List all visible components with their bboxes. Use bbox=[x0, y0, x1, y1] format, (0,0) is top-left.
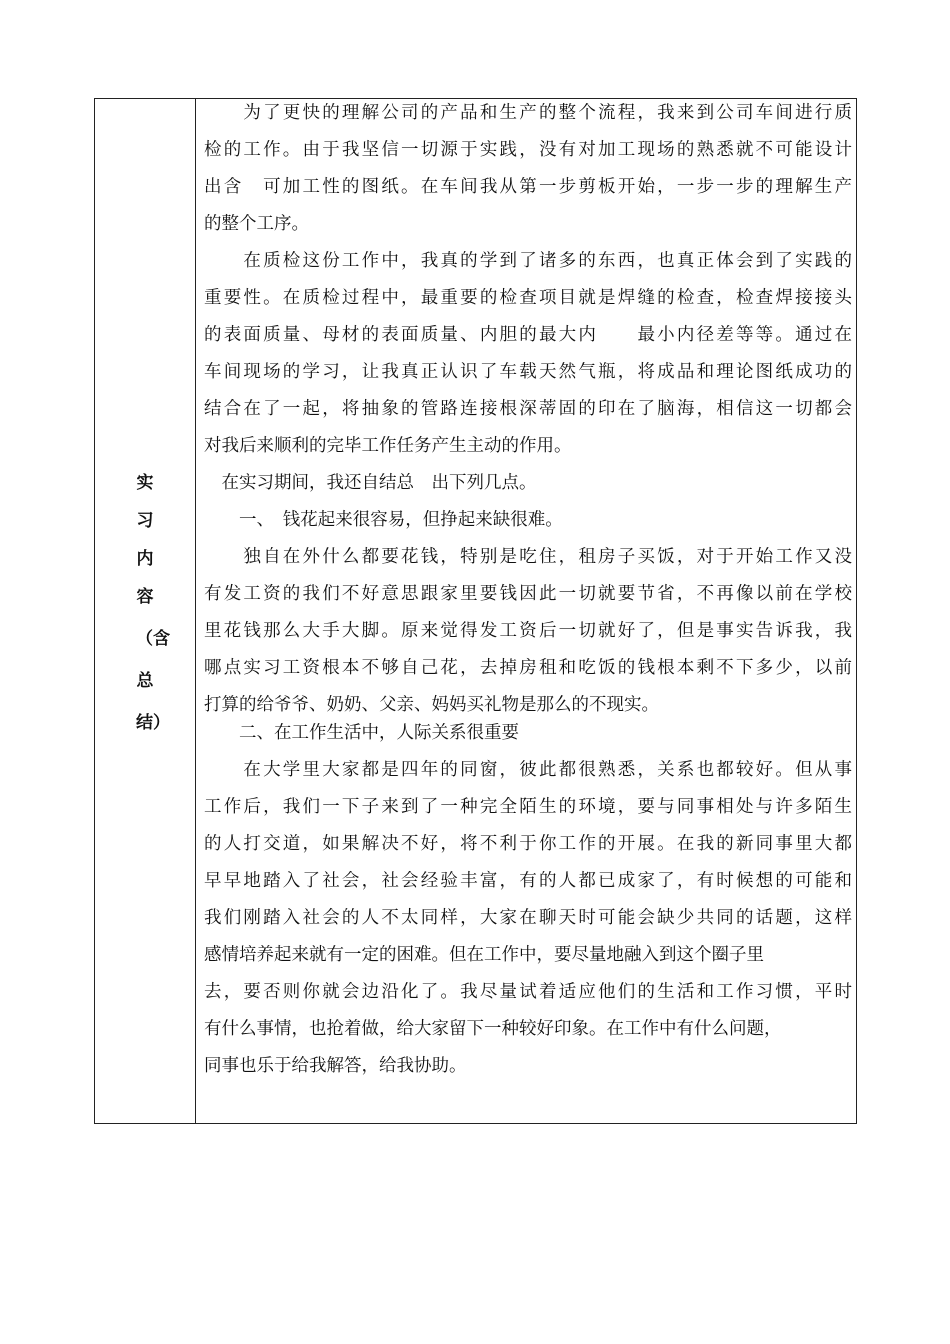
content-line: 有什么事情，也抢着做，给大家留下一种较好印象。在工作中有什么问题， bbox=[204, 1019, 782, 1039]
content-line: 哪点实习工资根本不够自己花，去掉房租和吃饭的钱根本剩不下多少，以前 bbox=[204, 658, 852, 678]
section-label-cell bbox=[95, 99, 195, 1123]
content-line: 打算的给爷爷、奶奶、父亲、妈妈买礼物是那么的不现实。 bbox=[204, 695, 659, 715]
internship-content-table bbox=[94, 98, 857, 1124]
content-line: 在大学里大家都是四年的同窗，彼此都很熟悉，关系也都较好。但从事 bbox=[204, 760, 852, 780]
content-line: 里花钱那么大手大脚。原来觉得发工资后一切就好了，但是事实告诉我，我 bbox=[204, 621, 852, 641]
content-line: 一、 钱花起来很容易，但挣起来缺很难。 bbox=[204, 510, 563, 530]
section-label-char: 容 bbox=[136, 587, 154, 607]
content-line: 的人打交道，如果解决不好，将不利于你工作的开展。在我的新同事里大都 bbox=[204, 834, 852, 854]
content-line: 有发工资的我们不好意思跟家里要钱因此一切就要节省，不再像以前在学校 bbox=[204, 584, 852, 604]
content-line: 对我后来顺利的完毕工作任务产生主动的作用。 bbox=[204, 436, 572, 456]
content-cell bbox=[196, 99, 856, 1123]
content-line: 同事也乐于给我解答，给我协助。 bbox=[204, 1056, 467, 1076]
content-line: 去，要否则你就会边沿化了。我尽量试着适应他们的生活和工作习惯，平时 bbox=[204, 982, 852, 1002]
content-line: 感情培养起来就有一定的困难。但在工作中，要尽量地融入到这个圈子里 bbox=[204, 945, 764, 965]
content-line: 早早地踏入了社会，社会经验丰富，有的人都已成家了，有时候想的可能和 bbox=[204, 871, 852, 891]
content-line: 二、在工作生活中，人际关系很重要 bbox=[204, 723, 519, 743]
content-line: 在实习期间，我还自结总 出下列几点。 bbox=[204, 473, 537, 493]
section-label-char: 总 bbox=[136, 671, 154, 691]
content-line: 在质检这份工作中，我真的学到了诸多的东西，也真正体会到了实践的 bbox=[204, 251, 852, 271]
content-line: 独自在外什么都要花钱，特别是吃住，租房子买饭，对于开始工作又没 bbox=[204, 547, 852, 567]
content-line: 我们刚踏入社会的人不太同样，大家在聊天时可能会缺少共同的话题，这样 bbox=[204, 908, 852, 928]
content-line: 工作后，我们一下子来到了一种完全陌生的环境，要与同事相处与许多陌生 bbox=[204, 797, 852, 817]
section-label-char: 实 bbox=[136, 473, 154, 493]
section-label-char: 结） bbox=[136, 713, 170, 733]
section-label-char: 内 bbox=[136, 549, 154, 569]
content-line: 车间现场的学习，让我真正认识了车载天然气瓶，将成品和理论图纸成功的 bbox=[204, 362, 852, 382]
content-line: 出含 可加工性的图纸。在车间我从第一步剪板开始，一步一步的理解生产 bbox=[204, 177, 852, 197]
content-line: 的表面质量、母材的表面质量、内胆的最大内 最小内径差等等。通过在 bbox=[204, 325, 852, 345]
content-line: 检的工作。由于我坚信一切源于实践，没有对加工现场的熟悉就不可能设计 bbox=[204, 140, 852, 160]
section-label-char: （含 bbox=[136, 629, 170, 649]
section-label-char: 习 bbox=[136, 511, 154, 531]
content-line: 重要性。在质检过程中，最重要的检查项目就是焊缝的检查，检查焊接接头 bbox=[204, 288, 852, 308]
content-line: 为了更快的理解公司的产品和生产的整个流程，我来到公司车间进行质 bbox=[204, 103, 852, 123]
content-line: 结合在了一起，将抽象的管路连接根深蒂固的印在了脑海，相信这一切都会 bbox=[204, 399, 852, 419]
content-line: 的整个工序。 bbox=[204, 214, 309, 234]
